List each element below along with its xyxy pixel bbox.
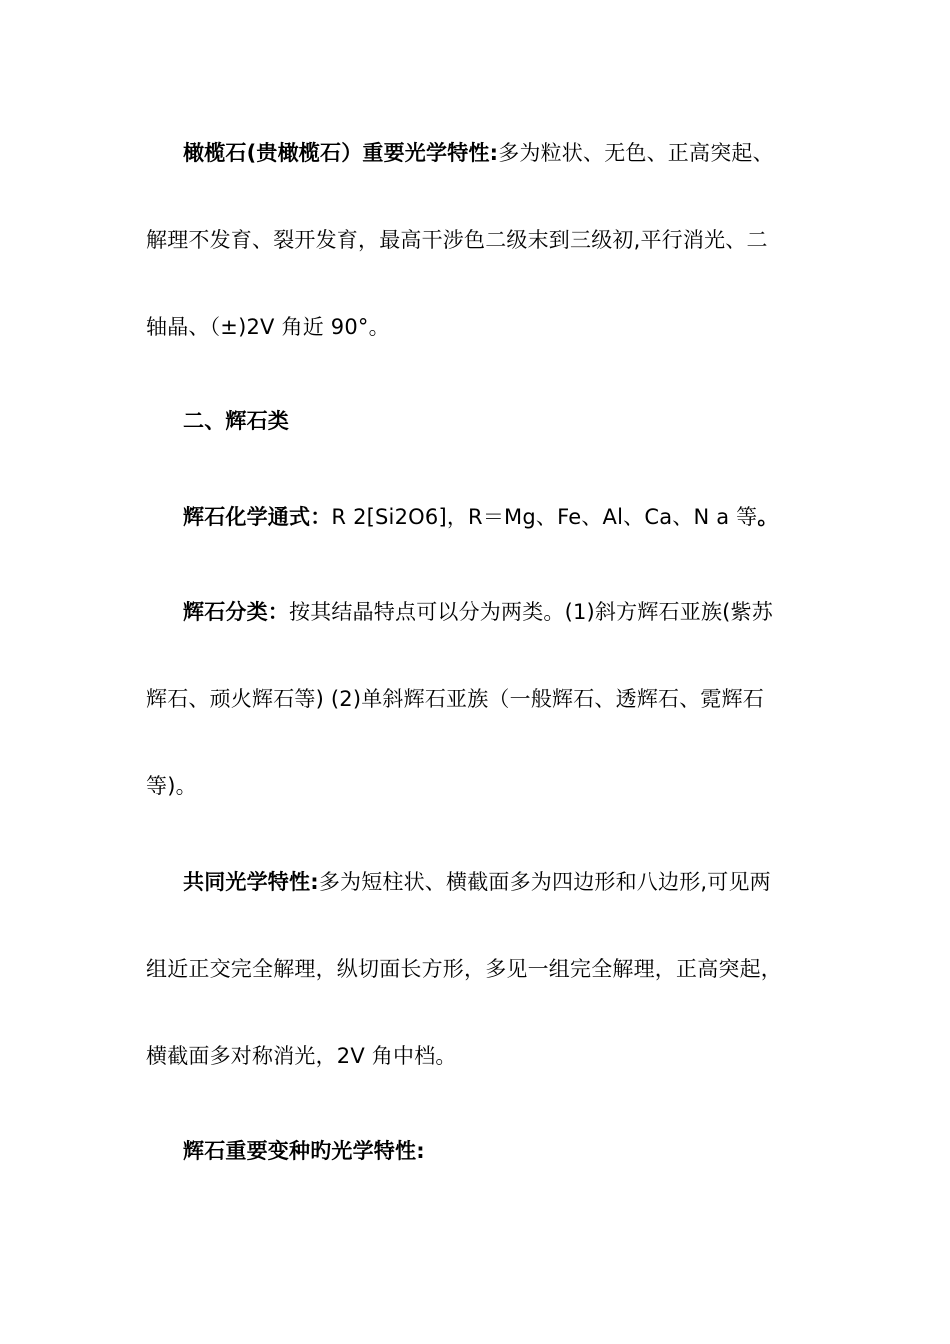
olivine-paragraph-line-1 — [183, 138, 774, 168]
classification-line-1 — [183, 597, 773, 627]
common-properties-label: 共同光学特性: — [183, 870, 319, 894]
olivine-paragraph-line-3: 轴晶、（±)2V 角近 90°。 — [146, 315, 390, 339]
classification-line-3: 等)。 — [146, 774, 197, 798]
olivine-text-1: 多为粒状、无色、正高突起、 — [498, 141, 774, 165]
olivine-heading: 橄榄石(贵橄榄石）重要光学特性: — [183, 141, 499, 165]
formula-line — [183, 502, 779, 532]
variants-heading: 辉石重要变种旳光学特性: — [183, 1139, 425, 1163]
formula-end: 。 — [757, 505, 779, 529]
section-title: 二、辉石类 — [183, 409, 289, 433]
common-properties-line-2: 组近正交完全解理，纵切面长方形，多见一组完全解理，正高突起， — [146, 957, 782, 981]
formula-label: 辉石化学通式： — [183, 505, 332, 529]
classification-text-1: 按其结晶特点可以分为两类。(1)斜方辉石亚族(紫苏 — [289, 600, 773, 624]
common-properties-line-3: 横截面多对称消光，2V 角中档。 — [146, 1044, 457, 1068]
classification-label: 辉石分类： — [183, 600, 289, 624]
common-properties-line-1 — [183, 867, 771, 897]
formula-text: R 2[Si2O6]，R＝Mg、Fe、Al、Ca、N a 等 — [331, 505, 758, 529]
common-properties-text-1: 多为短柱状、横截面多为四边形和八边形,可见两 — [318, 870, 771, 894]
olivine-paragraph-line-2: 解理不发育、裂开发育，最高干涉色二级末到三级初,平行消光、二 — [146, 228, 768, 252]
classification-line-2: 辉石、顽火辉石等) (2)单斜辉石亚族（一般辉石、透辉石、霓辉石 — [146, 687, 765, 711]
